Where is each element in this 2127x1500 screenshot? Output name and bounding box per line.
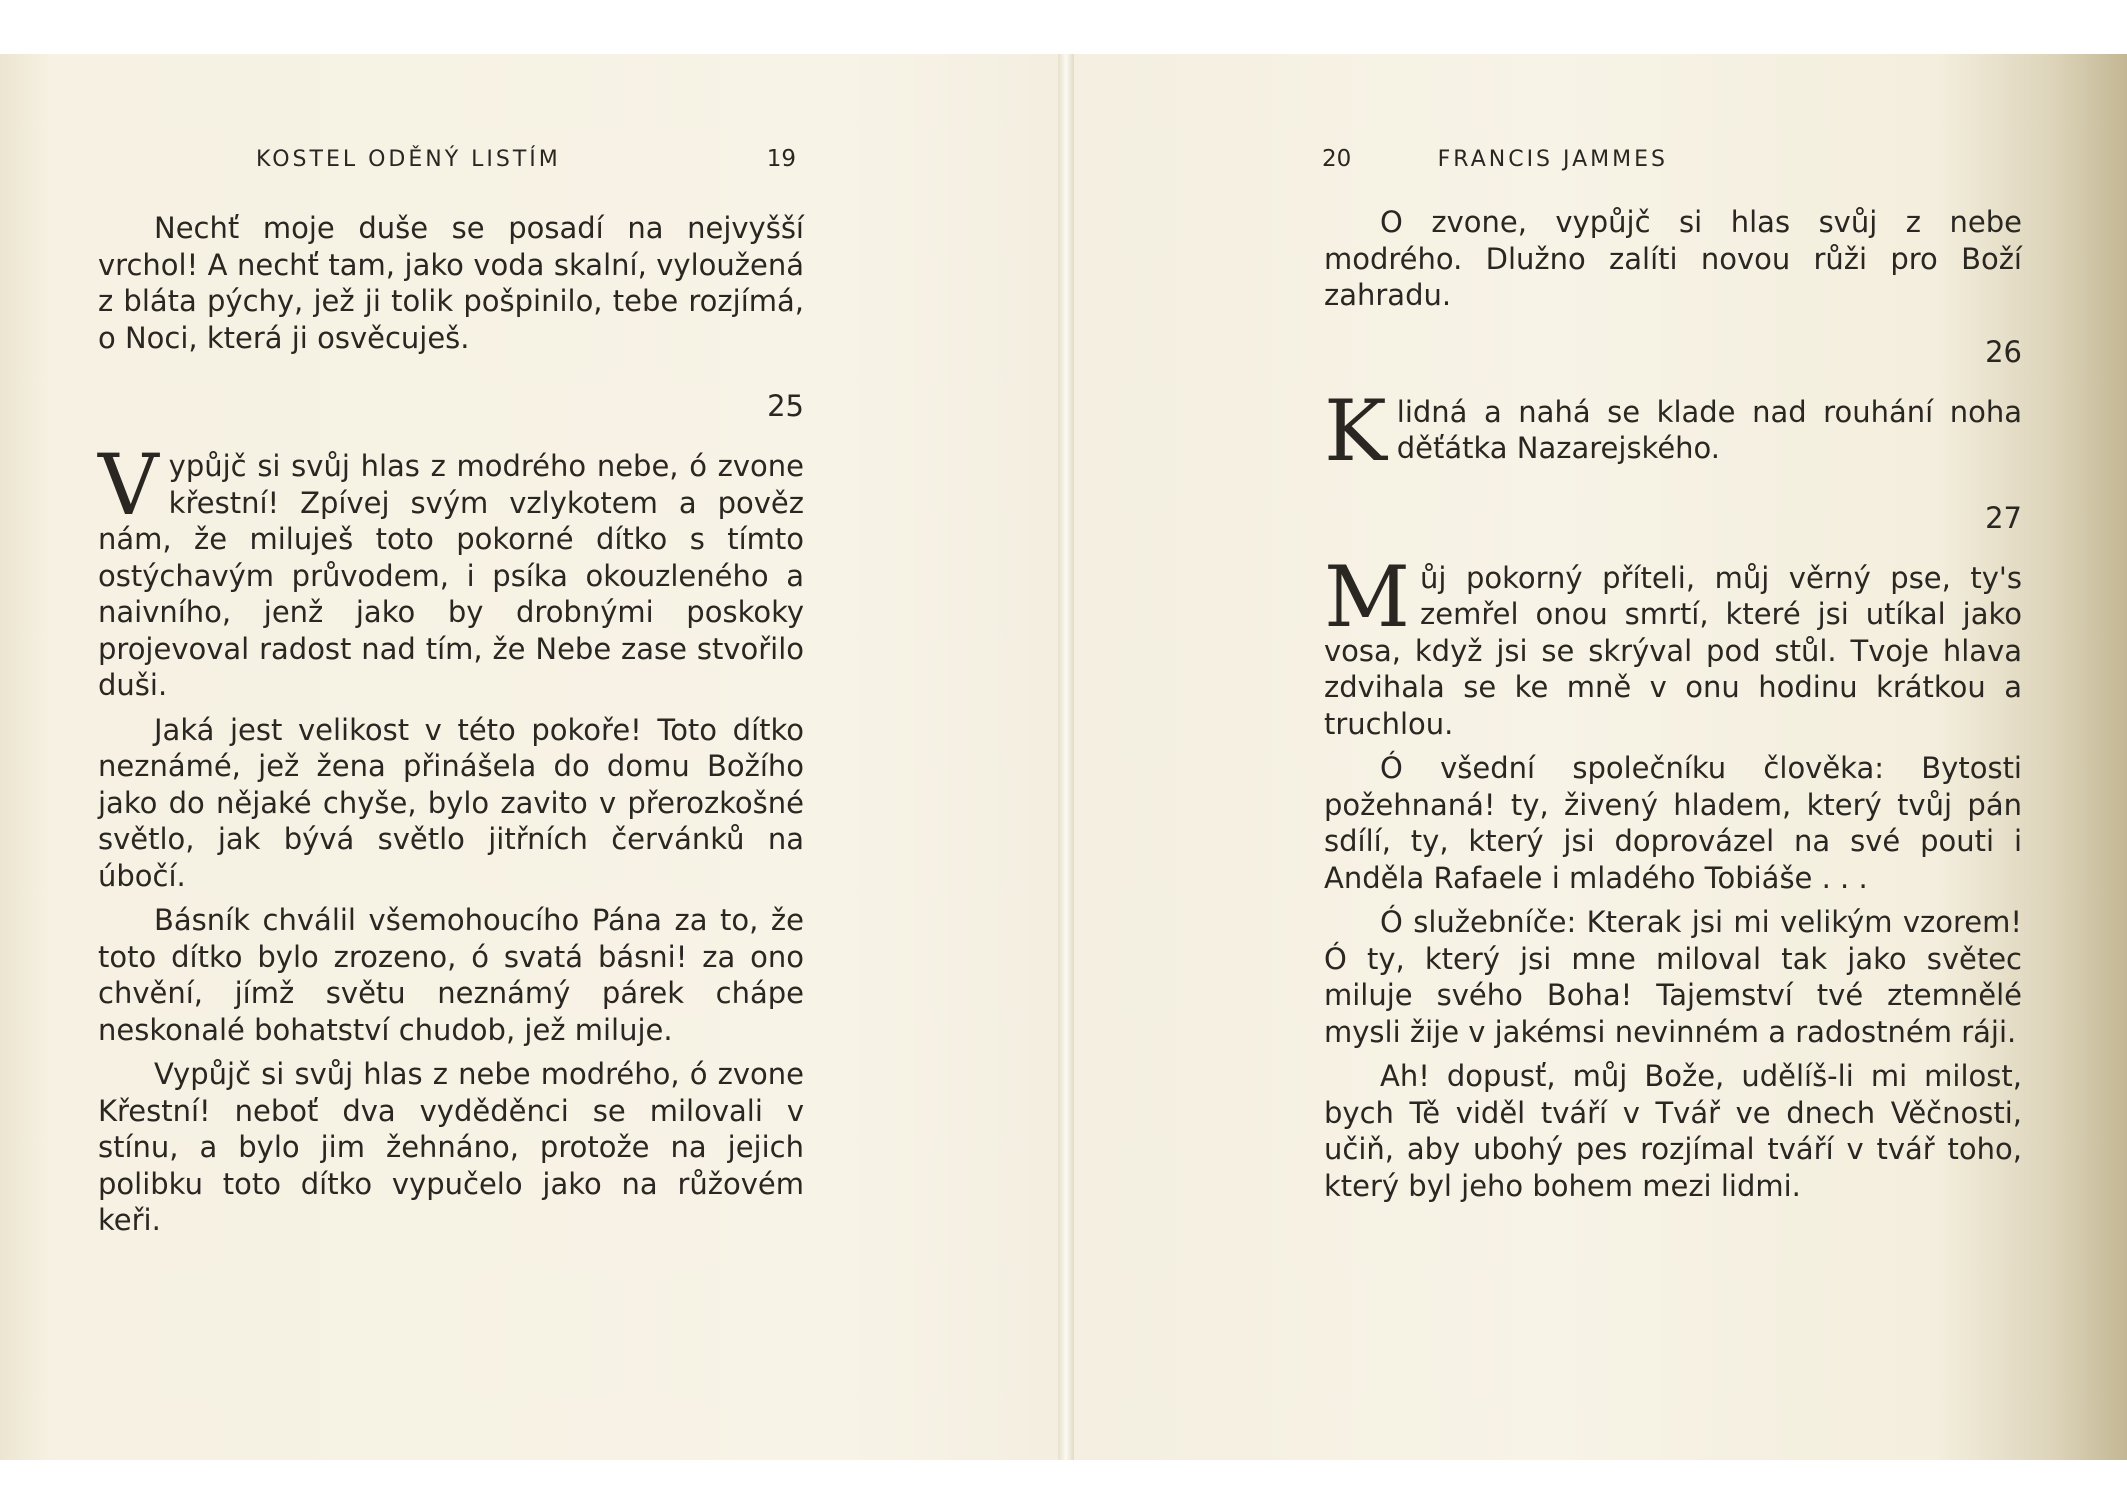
- continuation-paragraph: O zvone, vypůjč si hlas svůj z nebe modrého. Dlužno zalíti novou růži pro Boží zahradu.: [1324, 205, 2022, 312]
- right-running-head: [1322, 146, 1878, 186]
- paragraph-text: ypůjč si svůj hlas z modrého nebe, ó zvone křestní! Zpívej svým vzlykotem a pověz nám, že miluješ toto pokorné dítko s tímto ostýchavým průvodem, i psíka okouzleného a naivního, jenž jako by drobnými poskoky projevoval radost nad tím, že Nebe zase stvořilo duši.: [98, 449, 804, 702]
- right-page-text: [1324, 204, 2022, 1204]
- drop-cap: K: [1324, 381, 1387, 480]
- paragraph-text: ůj pokorný příteli, můj věrný pse, ty's zemřel onou smrtí, které jsi utíkal jako vosa, když jsi se skrýval pod stůl. Tvoje hlava zdvihala se ke mně v onu hodinu krátkou a truchlou.: [1324, 560, 2022, 741]
- book-gutter: [1058, 54, 1074, 1460]
- paragraph: Jaká jest velikost v této pokoře! Toto dítko neznámé, jež žena přinášela do domu Božího jako do nějaké chyše, bylo zavito v přerozkošné světlo, jak bývá světlo jitřních červánků na úbočí.: [98, 712, 804, 893]
- paragraph-text: lidná a nahá se klade nad rouhání noha děťátka Nazarejského.: [1396, 394, 2022, 465]
- page-number: 19: [766, 146, 796, 172]
- left-running-head: [256, 146, 796, 186]
- right-page: [1074, 54, 2127, 1460]
- running-head-title: KOSTEL ODĚNÝ LISTÍM: [256, 147, 561, 172]
- paragraph: Ó všední společníku člověka: Bytosti požehnaná! ty, živený hladem, který tvůj pán sdílí, ty, který jsi doprovázel na své pouti i Anděla Rafaele i mladého Tobiáše . . .: [1324, 751, 2022, 895]
- drop-cap: V: [98, 436, 159, 534]
- opening-paragraph: Nechť moje duše se posadí na nejvyšší vrchol! A nechť tam, jako voda skalní, vyloužená z bláta pýchy, jež ji tolik pošpinilo, tebe rozjímá, o Noci, která ji osvěcuješ.: [98, 211, 804, 355]
- section-first-paragraph: [98, 436, 804, 704]
- paragraph: Vypůjč si svůj hlas z nebe modrého, ó zvone Křestní! neboť dva vyděděnci se milovali v stínu, a bylo jim žehnáno, protože na jejich polibku toto dítko vypučelo jako na růžovém keři.: [98, 1057, 804, 1237]
- left-page-text: [98, 210, 804, 1239]
- left-page: [0, 54, 1058, 1460]
- page-number: 20: [1322, 146, 1352, 172]
- section-paragraph: [1324, 381, 2022, 480]
- paragraph: Básník chválil všemohoucího Pána za to, že toto dítko bylo zrozeno, ó svatá básni! za ono chvění, jímž světu neznámý párek chápe neskonalé bohatství chudob, jež miluje.: [98, 903, 804, 1047]
- drop-cap: M: [1324, 547, 1411, 646]
- paragraph: Ah! dopusť, můj Bože, udělíš-li mi milost, bych Tě viděl tváří v Tvář ve dnech Věčnosti, učiň, aby ubohý pes rozjímal tváří v tvář toho, který byl jeho bohem mezi lidmi.: [1324, 1059, 2022, 1203]
- running-head-title: FRANCIS JAMMES: [1437, 147, 1668, 172]
- section-number: 25: [767, 389, 804, 423]
- section-number: 27: [1985, 500, 2022, 535]
- section-first-paragraph: [1324, 547, 2022, 743]
- paragraph: Ó služebníče: Kterak jsi mi velikým vzorem! Ó ty, který jsi mne miloval tak jako světec miluje svého Boha! Tajemství tvé ztemnělé mysli žije v jakémsi nevinném a radostném ráji.: [1324, 905, 2022, 1049]
- section-number: 26: [1985, 334, 2022, 369]
